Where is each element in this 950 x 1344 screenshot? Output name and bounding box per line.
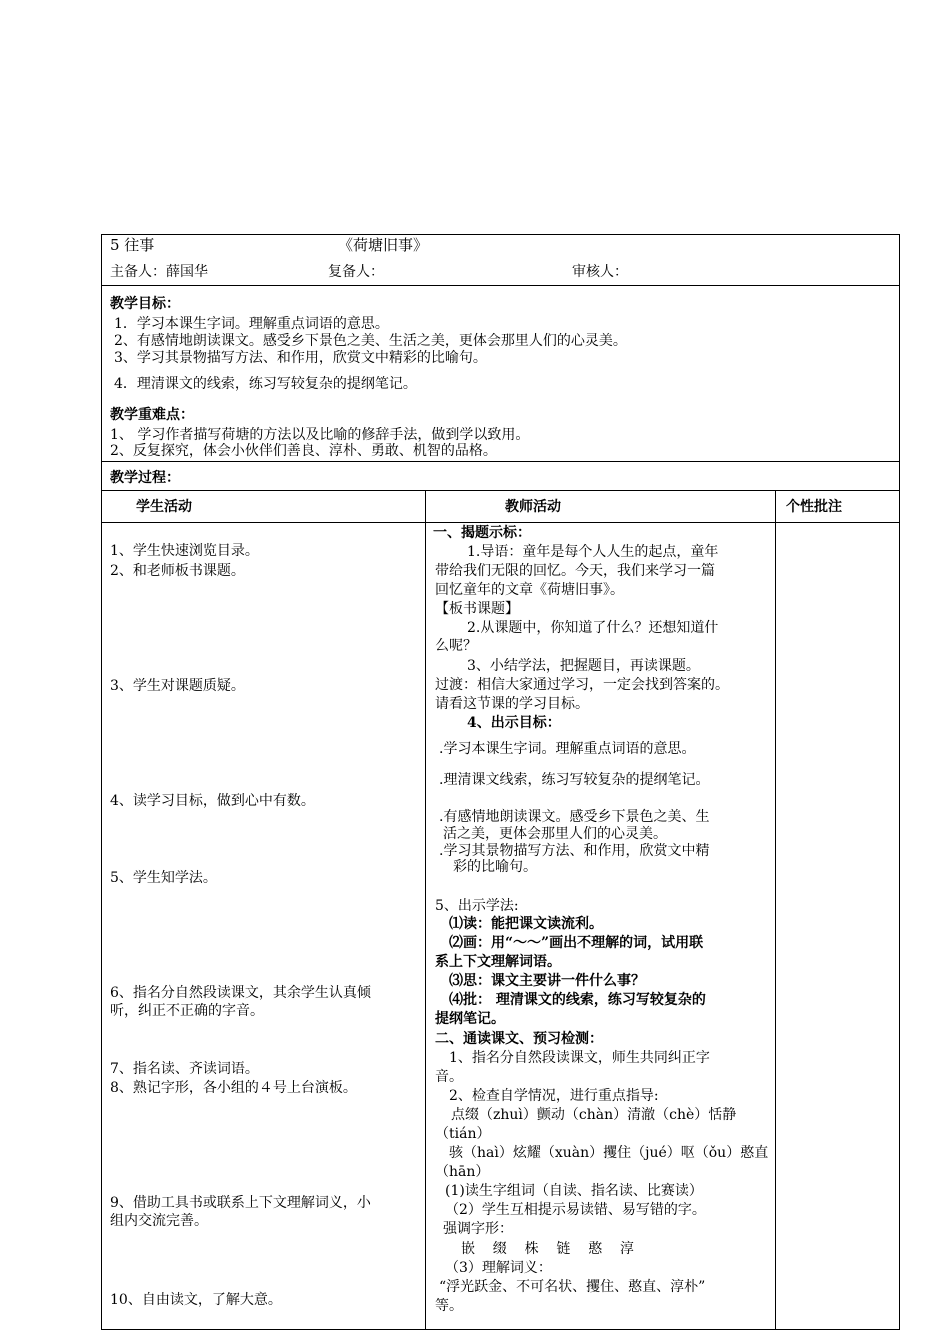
lesson-title: 《荷塘旧事》 <box>338 236 429 254</box>
objective-item: 4．理清课文的线索，练习写较复杂的提纲笔记。 <box>114 376 417 392</box>
teacher-line: 等。 <box>435 1298 463 1314</box>
teacher-line: 【板书课题】 <box>435 601 519 617</box>
student-item: 组内交流完善。 <box>110 1213 208 1229</box>
teacher-line: 彩的比喻句。 <box>453 859 537 875</box>
reviewer: 审核人： <box>572 264 628 280</box>
student-item: 3、学生对课题质疑。 <box>110 678 245 694</box>
teacher-line: .学习其景物描写方法、和作用，欣赏文中精 <box>439 843 710 859</box>
header-row <box>102 235 899 286</box>
objective-item: 3、学习其景物描写方法、和作用，欣赏文中精彩的比喻句。 <box>114 350 487 366</box>
objectives-row <box>102 286 899 462</box>
key-point-item: 1、 学习作者描写荷塘的方法以及比喻的修辞手法，做到学以致用。 <box>110 427 530 443</box>
teacher-line: “浮光跃金、不可名状、攫住、憨直、淳朴” <box>439 1279 706 1295</box>
teacher-line: （hān） <box>435 1164 490 1180</box>
student-item: 1、学生快速浏览目录。 <box>110 543 259 559</box>
process-heading: 教学过程： <box>110 470 180 486</box>
teacher-line: ⑷批： 理清课文的线索，练习写较复杂的 <box>449 992 706 1008</box>
teacher-line: 请看这节课的学习目标。 <box>435 696 589 712</box>
teacher-line: ⑴读：能把课文读流利。 <box>449 916 603 932</box>
teacher-line: 系上下文理解词语。 <box>435 954 561 970</box>
teacher-line: ⑵画：用“～～”画出不理解的词，试用联 <box>449 935 704 951</box>
teacher-line: .有感情地朗读课文。感受乡下景色之美、生 <box>439 809 710 825</box>
objective-item: 1．学习本课生字词。理解重点词语的意思。 <box>114 316 389 332</box>
teacher-line: （tián） <box>435 1126 491 1142</box>
key-point-item: 2、反复探究，体会小伙伴们善良、淳朴、勇敢、机智的品格。 <box>110 443 497 459</box>
objective-item: 2、有感情地朗读课文。感受乡下景色之美、生活之美，更体会那里人们的心灵美。 <box>114 333 627 349</box>
student-item: 8、熟记字形，各小组的４号上台演板。 <box>110 1080 357 1096</box>
student-item: 6、指名分自然段读课文，其余学生认真倾 <box>110 985 371 1001</box>
student-item: 7、指名读、齐读词语。 <box>110 1061 259 1077</box>
co-preparer: 复备人： <box>328 264 384 280</box>
teacher-line: （2）学生互相提示易读错、易写错的字。 <box>445 1202 706 1218</box>
teacher-line: 3、小结学法，把握题目，再读课题。 <box>467 658 700 674</box>
teacher-line: 过渡：相信大家通过学习，一定会找到答案的。 <box>435 677 729 693</box>
student-item: 听，纠正不正确的字音。 <box>110 1003 264 1019</box>
teacher-line: 1、指名分自然段读课文，师生共同纠正字 <box>449 1050 710 1066</box>
lesson-plan-table <box>101 234 900 1330</box>
teacher-line: ⑶思：课文主要讲一件什么事？ <box>449 973 645 989</box>
student-item: 10、自由读文，了解大意。 <box>110 1292 282 1308</box>
teacher-line: 强调字形： <box>443 1221 513 1237</box>
key-points-heading: 教学重难点： <box>110 407 194 423</box>
lesson-number: 5 往事 <box>110 236 155 254</box>
teacher-line: 2.从课题中，你知道了什么？还想知道什 <box>467 620 719 636</box>
teacher-line: (1)读生字组词（自读、指名读、比赛读） <box>445 1183 703 1199</box>
teacher-line: 5、出示学法: <box>435 898 519 914</box>
objectives-heading: 教学目标： <box>110 296 180 312</box>
student-item: 9、借助工具书或联系上下文理解词义，小 <box>110 1195 371 1211</box>
column-teacher: 教师活动 <box>505 499 561 515</box>
teacher-line: 2、检查自学情况，进行重点指导: <box>449 1088 659 1104</box>
teacher-line: 活之美，更体会那里人们的心灵美。 <box>443 826 667 842</box>
teacher-line: 音。 <box>435 1069 463 1085</box>
teacher-line: 1.导语：童年是每个人人生的起点，童年 <box>467 544 719 560</box>
teacher-line: 带给我们无限的回忆。今天，我们来学习一篇 <box>435 563 715 579</box>
teacher-line: 一、揭题示标： <box>433 525 531 541</box>
teacher-line: 提纲笔记。 <box>435 1011 505 1027</box>
teacher-line: 4、出示目标： <box>467 715 561 731</box>
column-divider <box>775 491 776 1329</box>
column-student: 学生活动 <box>136 499 192 515</box>
teacher-line: 点缀（zhuì）颤动（chàn）清澈（chè）恬静 <box>451 1107 737 1123</box>
column-header-row <box>102 491 899 523</box>
column-notes: 个性批注 <box>786 499 842 515</box>
teacher-line: （3）理解词义： <box>445 1260 552 1276</box>
student-item: 2、和老师板书课题。 <box>110 563 245 579</box>
teacher-line: .理清课文线索，练习写较复杂的提纲笔记。 <box>439 772 710 788</box>
column-divider <box>425 491 426 1329</box>
teacher-line: 骇（haì）炫耀（xuàn）攫住（jué）呕（ǒu）憨直 <box>449 1145 769 1161</box>
student-item: 4、读学习目标，做到心中有数。 <box>110 793 315 809</box>
teacher-line: 二、通读课文、预习检测： <box>435 1031 603 1047</box>
teacher-line: 么呢？ <box>435 638 477 654</box>
teacher-line: .学习本课生字词。理解重点词语的意思。 <box>439 741 696 757</box>
student-item: 5、学生知学法。 <box>110 870 217 886</box>
teacher-line: 嵌 缀 株 链 憨 淳 <box>461 1241 635 1257</box>
lead-preparer: 主备人：薛国华 <box>110 264 208 280</box>
teacher-line: 回忆童年的文章《荷塘旧事》。 <box>435 582 624 598</box>
process-heading-row <box>102 462 899 491</box>
